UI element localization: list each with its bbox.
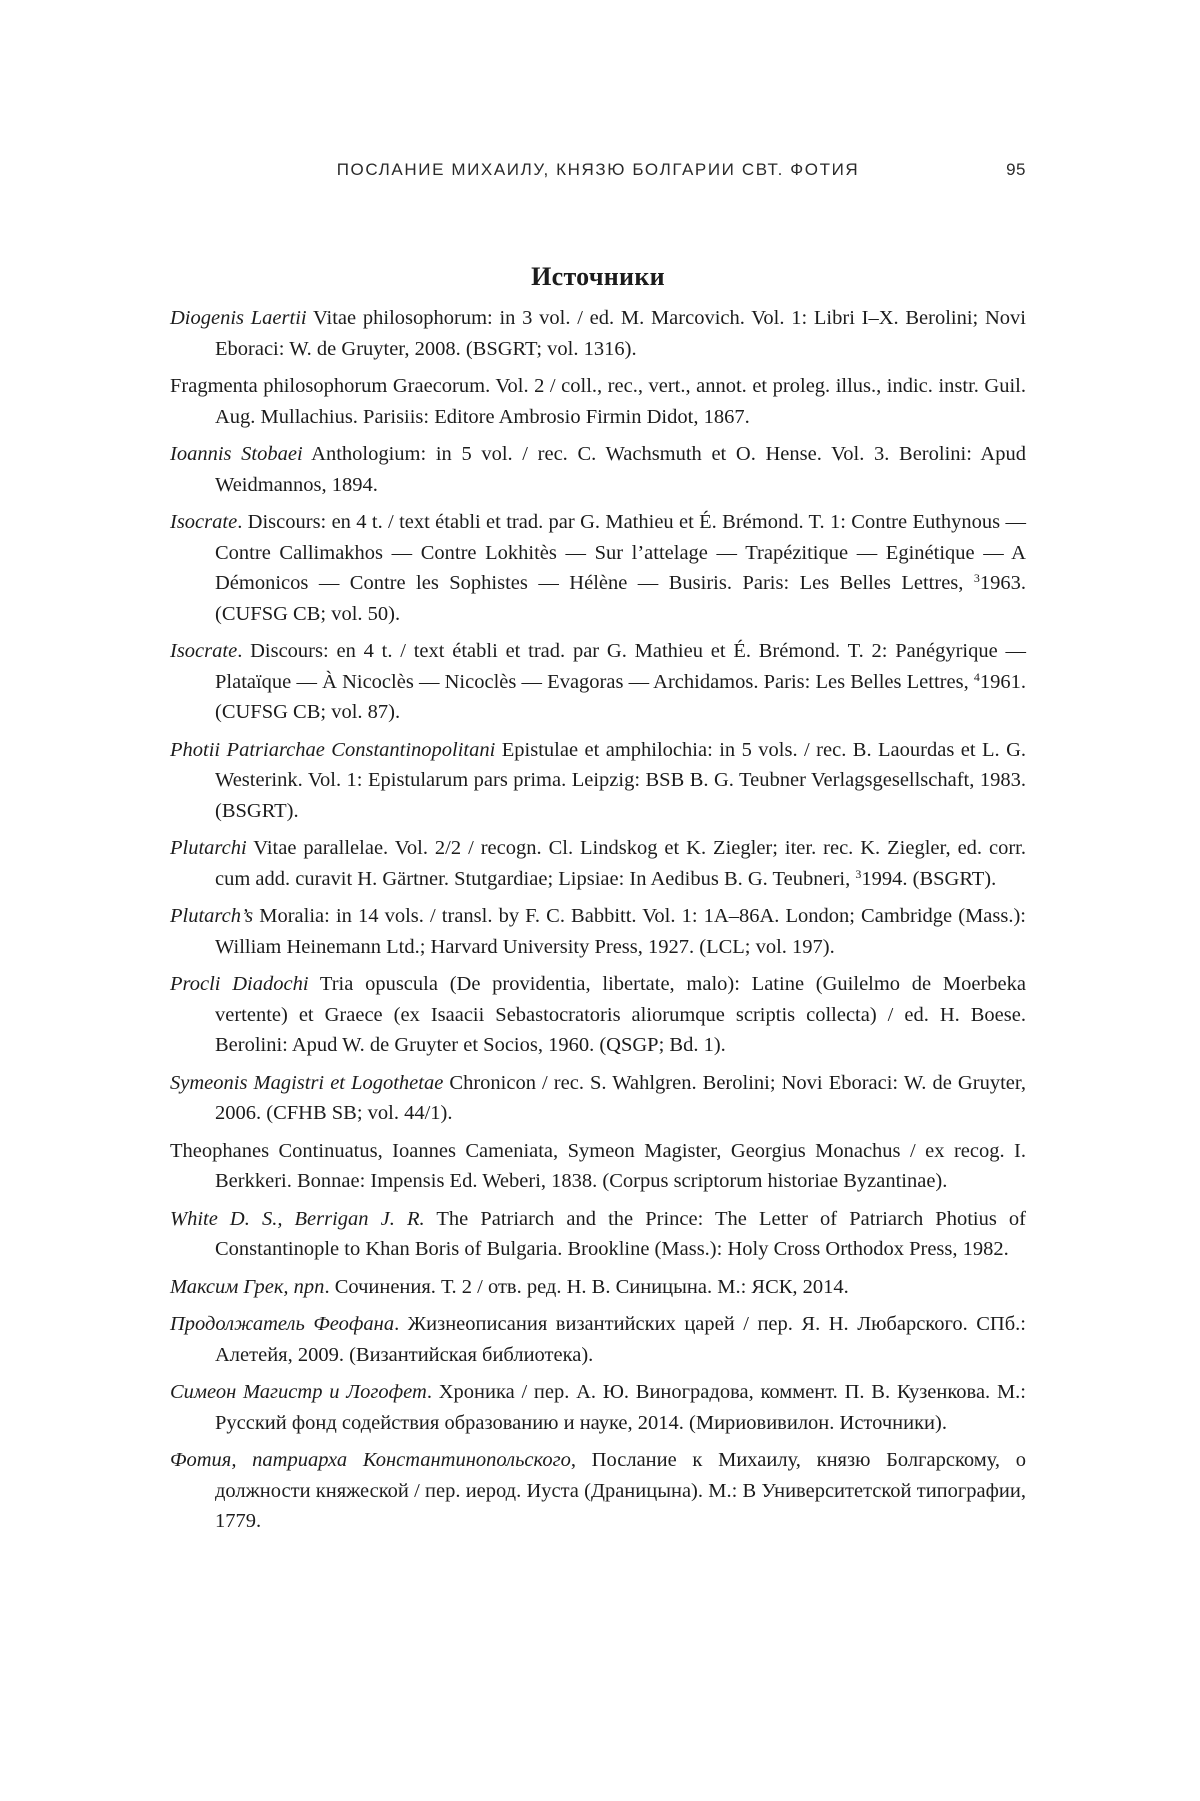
section-heading: Источники bbox=[531, 261, 665, 291]
bibliography-entry bbox=[170, 1445, 1026, 1537]
entry-text-continued: 1961. (CUFSG CB; vol. 87). bbox=[215, 670, 1026, 723]
entry-text: Theophanes Continuatus, Ioannes Cameniata, Symeon Magister, Georgius Monachus / ex recog. I. Berkkeri. Bonnae: Impensis Ed. Weberi, 1838. (Corpus scriptorum historiae Byzantinae). bbox=[170, 1139, 1026, 1192]
entry-text: Chronicon / rec. S. Wahlgren. Berolini; Novi Eboraci: W. de Gruyter, 2006. (CFHB SB; vol. 44/1). bbox=[215, 1071, 1026, 1124]
entry-author: Procli Diadochi bbox=[170, 973, 309, 995]
bibliography-entry bbox=[170, 1377, 1026, 1438]
bibliography-entry bbox=[170, 636, 1026, 728]
bibliography-entry bbox=[170, 833, 1026, 894]
page-number: 95 bbox=[1006, 160, 1026, 179]
entry-text: . Сочинения. Т. 2 / отв. ред. Н. В. Синицына. М.: ЯСК, 2014. bbox=[324, 1275, 849, 1298]
entry-author: Isocrate bbox=[170, 511, 238, 533]
bibliography-entry bbox=[170, 969, 1026, 1061]
bibliography-entry bbox=[170, 1204, 1026, 1265]
entry-text: Fragmenta philosophorum Graecorum. Vol. 2 / coll., rec., vert., annot. et proleg. illus., indic. instr. Guil. Aug. Mullachius. Parisiis: Editore Ambrosio Firmin Didot, 1867. bbox=[170, 375, 1026, 428]
entry-author: Продолжатель Феофана bbox=[170, 1313, 395, 1335]
entry-author: Isocrate bbox=[170, 640, 238, 662]
entry-author: Plutarch’s bbox=[170, 905, 254, 927]
entry-text: . Discours: en 4 t. / text établi et trad. par G. Mathieu et É. Brémond. T. 1: Contre Euthynous — Contre Callimakhos — Contre Lokhitès — Sur l’attelage — Trapézitique — Eginétique — A Démonicos — Contre les Sophistes — Hélène — Busiris. Paris: Les Belles Lettres, bbox=[215, 511, 1026, 594]
entry-text: Moralia: in 14 vols. / transl. by F. C. Babbitt. Vol. 1: 1A–86A. London; Cambridge (Mass.): William Heinemann Ltd.; Harvard University Press, 1927. (LCL; vol. 197). bbox=[215, 905, 1026, 958]
entry-text: Vitae philosophorum: in 3 vol. / ed. M. Marcovich. Vol. 1: Libri I–X. Berolini; Novi Eboraci: W. de Gruyter, 2008. (BSGRT; vol. 1316). bbox=[215, 307, 1026, 360]
bibliography-entry bbox=[170, 1068, 1026, 1129]
entry-author: Diogenis Laertii bbox=[170, 307, 307, 329]
entry-text: Vitae parallelae. Vol. 2/2 / recogn. Cl. Lindskog et K. Ziegler; iter. rec. K. Ziegler, ed. corr. cum add. curavit H. Gärtner. Stutgardiae; Lipsiae: In Aedibus B. G. Teubneri, bbox=[215, 837, 1026, 890]
entry-text: Anthologium: in 5 vol. / rec. C. Wachsmuth et O. Hense. Vol. 3. Berolini: Apud Weidmannos, 1894. bbox=[215, 443, 1026, 496]
entry-author: Plutarchi bbox=[170, 837, 247, 859]
entry-text: . Хроника / пер. А. Ю. Виноградова, коммент. П. В. Кузенкова. М.: Русский фонд содействия образованию и науке, 2014. (Мириовивилон. Источники). bbox=[215, 1381, 1026, 1434]
entry-author: Симеон Магистр и Логофет bbox=[170, 1381, 427, 1403]
entry-text: . Discours: en 4 t. / text établi et trad. par G. Mathieu et É. Brémond. T. 2: Panégyrique — Plataïque — À Nicoclès — Nicoclès — Evagoras — Archidamos. Paris: Les Belles Lettres, bbox=[215, 640, 1026, 693]
entry-author: Symeonis Magistri et Logothetae bbox=[170, 1071, 444, 1094]
bibliography-entry bbox=[170, 1272, 1026, 1303]
bibliography-entry bbox=[170, 507, 1026, 629]
entry-text-continued: 1963. (CUFSG CB; vol. 50). bbox=[215, 572, 1026, 625]
bibliography-entry bbox=[170, 735, 1026, 827]
entry-text: , Послание к Михаилу, князю Болгарскому, о должности княжеской / пер. иерод. Иуста (Драницына). М.: В Университетской типографии, 1779. bbox=[215, 1449, 1026, 1532]
bibliography-entry bbox=[170, 439, 1026, 500]
bibliography-entry bbox=[170, 901, 1026, 962]
edition-superscript: 4 bbox=[973, 669, 980, 684]
running-head bbox=[170, 160, 1026, 184]
bibliography-list bbox=[170, 303, 1026, 1544]
bibliography-entry bbox=[170, 371, 1026, 432]
entry-author: Ioannis Stobaei bbox=[170, 443, 303, 465]
entry-text: . Жизнеописания византийских царей / пер. Я. Н. Любарского. СПб.: Алетейя, 2009. (Византийская библиотека). bbox=[215, 1313, 1026, 1366]
entry-text-continued: 1994. (BSGRT). bbox=[861, 867, 997, 890]
entry-text: Tria opuscula (De providentia, libertate, malo): Latine (Guilelmo de Moerbeka vertente) et Graece (ex Isaacii Sebastocratoris aliorumque scriptis collecta) / ed. H. Boese. Berolini: Apud W. de Gruyter et Socios, 1960. (QSGP; Bd. 1). bbox=[215, 973, 1026, 1056]
bibliography-entry bbox=[170, 1309, 1026, 1370]
entry-author: Максим Грек, прп bbox=[170, 1275, 325, 1298]
edition-superscript: 3 bbox=[973, 571, 980, 585]
running-head-title: ПОСЛАНИЕ МИХАИЛУ, КНЯЗЮ БОЛГАРИИ СВТ. ФОТИЯ bbox=[336, 160, 860, 179]
bibliography-entry bbox=[170, 303, 1026, 364]
bibliography-entry bbox=[170, 1136, 1026, 1197]
entry-text: The Patriarch and the Prince: The Letter of Patriarch Photius of Constantinople to Khan Boris of Bulgaria. Brookline (Mass.): Holy Cross Orthodox Press, 1982. bbox=[215, 1207, 1026, 1260]
entry-text: Epistulae et amphilochia: in 5 vols. / rec. B. Laourdas et L. G. Westerink. Vol. 1: Epistularum pars prima. Leipzig: BSB B. G. Teubner Verlagsgesellschaft, 1983. (BSGRT). bbox=[215, 738, 1026, 822]
entry-author: Photii Patriarchae Constantinopolitani bbox=[170, 738, 496, 761]
entry-author: White D. S., Berrigan J. R. bbox=[170, 1207, 425, 1230]
entry-author: Фотия, патриарха Константинопольского bbox=[170, 1449, 571, 1471]
edition-superscript: 3 bbox=[855, 866, 862, 881]
